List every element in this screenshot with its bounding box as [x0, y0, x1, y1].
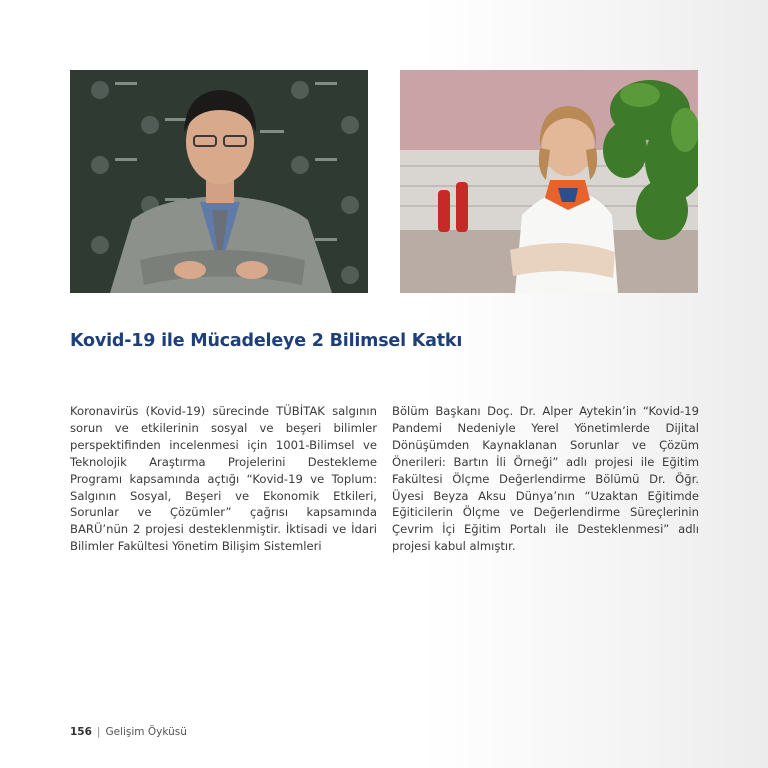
section-name: Gelişim Öyküsü: [105, 726, 187, 738]
page-footer: [70, 726, 187, 738]
article-title: Kovid-19 ile Mücadeleye 2 Bilimsel Katkı: [70, 331, 463, 351]
footer-separator: |: [96, 726, 101, 738]
page-number: 156: [70, 726, 92, 738]
article-column-right: Bölüm Başkanı Doç. Dr. Alper Aytekin’in “Kovid-19 Pandemi Nedeniyle Yerel Yönetimlerde Dijital Dönüşümden Kaynaklanan Sorunlar ve Çözüm Önerileri: Bartın İli Örneği” adlı projesi ile Eğitim Fakültesi Ölçme Değerlendirme Bölümü Dr. Öğr. Üyesi Beyza Aksu Dünya’nın “Uzaktan Eğitimde Eğiticilerin Ölçme ve Değerlendirme Süreçlerinin Çevrim İçi Eğitim Portalı ile Desteklenmesi” adlı projesi kabul almıştır.: [392, 404, 699, 554]
photo-woman-portrait: [400, 70, 698, 293]
article-column-left: Koronavirüs (Kovid-19) sürecinde TÜBİTAK salgının sorun ve etkilerinin sosyal ve beşeri bilimler perspektifinden incelenmesi için 1001-Bilimsel ve Teknolojik Araştırma Projelerini Destekleme Programı kapsamında açtığı “Kovid-19 ve Toplum: Salgının Sosyal, Beşeri ve Ekonomik Etkileri, Sorunlar ve Çözümler” çağrısı kapsamında BARÜ’nün 2 projesi desteklenmiştir. İktisadi ve İdari Bilimler Fakültesi Yönetim Bilişim Sistemleri: [70, 404, 377, 554]
photo-man-portrait: [70, 70, 368, 293]
